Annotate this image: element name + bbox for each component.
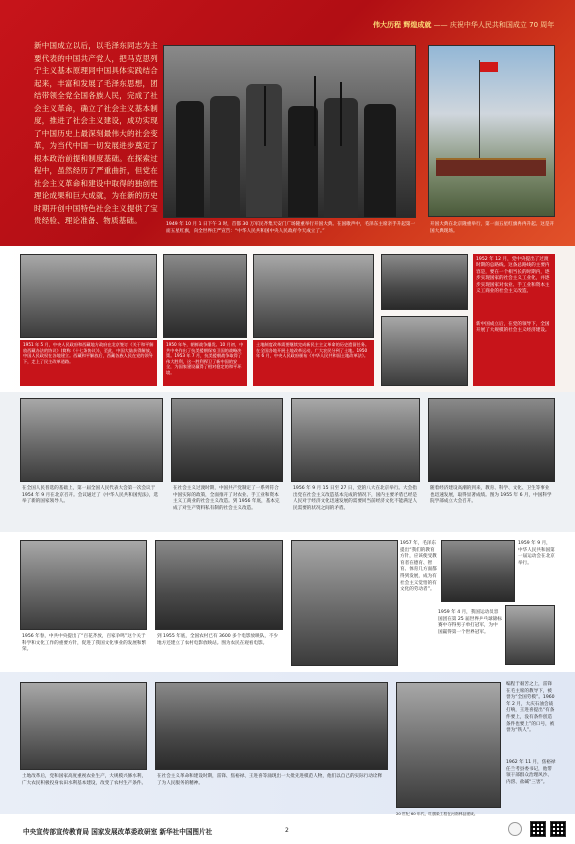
transition-photo-2 [381,316,468,386]
caption-korea: 1950 年冬，朝鲜战争爆发。10 月初，中共中央作出了抗美援朝保家卫国的战略决策。1953 年 7 月，抗美援朝战争取得了伟大胜利，这一胜利捍卫了新中国的安全，为国家建设赢得了相对稳定的和平环境。 [166,342,244,375]
transition-photo-1 [381,254,468,310]
header-line [373,20,567,30]
caption-reform: 在社会主义过渡时期，中国共产党制定了一系列符合中国实际的政策，全面推开了对农业、手工业和资本主义工商业的社会主义改造。到 1956 年底，基本完成了对生产资料私有制的社会主义改造。 [173,486,280,511]
caption-construction: 新中国成立后，在党的领导下，全国开展了大规模的社会主义经济建设。 [476,322,550,334]
games-photo [441,540,515,602]
footer-publishers: 中央宣传部宣传教育局 国家发展改革委政研室 新华社中国图片社 [23,828,213,836]
academy-photo [428,398,555,482]
header-title: 伟大历程 辉煌成就 [373,21,432,29]
party-congress-photo [291,398,420,482]
caption-flag: 开国大典在北京隆重举行，第一面五星红旗冉冉升起。这是开国大典现场。 [430,222,555,234]
red-flag-canal-photo [396,682,501,808]
hundred-flowers-photo [20,540,147,630]
caption-model-workers: 在社会主义革命和建设时期，雷锋、焦裕禄、王进喜等涌现出一大批先进模范人物，他们以自己的实际行动诠释了为人民服务的精神。 [157,774,383,786]
education-photo [291,540,398,666]
founding-ceremony-photo [163,45,416,218]
flagpole [479,60,480,168]
pingpong-photo [505,605,555,665]
footer [0,818,575,844]
logo-icon [508,822,522,836]
qr-code-icon-2 [550,821,566,837]
caption-jiao: 1962 年 11 月，焦裕禄任兰考县委书记，他带领干部群众治理风沙、内涝、盐碱“三害”。 [506,760,556,785]
caption-pingpong: 1959 年 4 月，我国运动员容国团在第 25 届世界乒乓球锦标赛中夺得男子单打冠军，为中国赢得第一个世界冠军。 [438,610,502,635]
caption-canal-text: 编程于艰苦之上，雷锋在毛主席的教导下，被誉为“全国劳模”。1960 年 2 月，大庆石油会战打响，王进喜提出“有条件要上，没有条件创造条件也要上”的口号，被誉为“铁人”。 [506,682,555,734]
flag-icon [480,62,498,72]
intro-paragraph: 新中国成立以后，以毛泽东同志为主要代表的中国共产党人，把马克思列宁主义基本原理同中国具体实践结合起来，丰富和发展了毛泽东思想，团结带领全党全国各族人民，完成了社会主义革命，确立了社会主义基本制度，推进了社会主义建设，成功实现了中国历史上最深刻最伟大的社会变革，为当代中国一切发展进步奠定了根本政治前提和制度基础。在探索过程中，虽然经历了严重曲折，但党在社会主义革命和建设中取得的独创性理论成果和巨大成就，为在新的历史时期开创中国特色社会主义提供了宝贵经验、理论准备、物质基础。 [34,41,158,225]
reform-photo [171,398,283,482]
caption-water-conservancy: 土地改革后，党和国家高度重视农业生产，大规模兴修水利，广大农民积极投身农田水利基本建设，改变了农村生产条件。 [22,774,147,786]
caption-founding: 1949 年 10 月 1 日下午 3 时，首都 30 万军民齐集天安门广场隆重举行开国大典。在国歌声中，毛泽东主席亲手升起第一面五星红旗，向全世界庄严宣告：“中华人民共和国中央人民政府今天成立了。” [166,222,416,234]
caption-land-reform: 土地制度改革需要继续完成新民主主义革命的历史遗留任务。在全国各地开展土地改革运动，广大农民分到了土地。1950 年 6 月，中央人民政府颁布《中华人民共和国土地改革法》。 [256,342,370,359]
caption-academy: 随着经济建设高潮的到来，教育、科学、文化、卫生等事业也迅速发展，取得显著成绩。图为 1955 年 6 月，中国科学院学部成立大会召开。 [430,486,552,505]
caption-transition: 1952 年 12 月，党中央提出了过渡时期的总路线。这条总路线的主要内容是，要在一个相当长的时期内，逐步实现国家的社会主义工业化，并逐步实现国家对农业、手工业和资本主义工商业的社会主义改造。 [476,257,550,295]
korea-war-photo [163,254,247,338]
caption-npc: 在全国人民普选的基础上，第一届全国人民代表大会第一次会议于 1954 年 9 月在北京召开。会议通过了《中华人民共和国宪法》，选举了新的国家领导人。 [22,486,159,505]
land-reform-photo [253,254,374,338]
caption-games: 1959 年 9 月，中华人民共和国第一届运动会在北京举行。 [518,541,555,566]
qr-code-icon [530,821,546,837]
tiananmen-gate [436,158,546,176]
page-number: 2 [285,827,289,834]
tibet-photo [20,254,157,338]
caption-education: 1957 年，毛泽东提出“我们的教育方针，应该使受教育者在德育、智育、体育几方面都得到发展，成为有社会主义觉悟的有文化的劳动者”。 [400,541,437,593]
npc-photo [20,398,163,482]
model-workers-photo [155,682,388,770]
caption-hundred-flowers: 1956 年春，中共中央提出了“百花齐放，百家争鸣”这个关于科学和文化工作的重要方针，促进了我国文化事业的发展和繁荣。 [22,634,147,653]
caption-party-congress: 1956 年 9 月 15 日至 27 日，党的八大在北京举行。大会指出党在社会主义改造基本完成的情况下，国内主要矛盾已经是人民对于经济文化迅速发展的需要同当前经济文化不能满足人民需要的状况之间的矛盾。 [293,486,418,511]
water-conservancy-photo [20,682,147,770]
caption-canal-1: 20 世纪 60 年代，红旗渠工程在河南林县建成。 [396,812,478,816]
rural-film-photo [155,540,283,630]
caption-tibet: 1951 年 5 月，中央人民政府和西藏地方政府在北京签订《关于和平解放西藏办法的协议》(简称《十七条协议》)，至此，中国大陆获得解放，中国人民政权在各地建立。西藏和平解放后，西藏各族人民在党的领导下，走上了民主改革道路。 [23,342,154,364]
header-subtitle: —— 庆祝中华人民共和国成立 70 周年 [433,21,555,29]
caption-rural-film: 到 1955 年底，全国农村已有 3600 多个电影放映队，不少地方还建立了农村电影放映站。图为农民在观看电影。 [157,634,279,646]
